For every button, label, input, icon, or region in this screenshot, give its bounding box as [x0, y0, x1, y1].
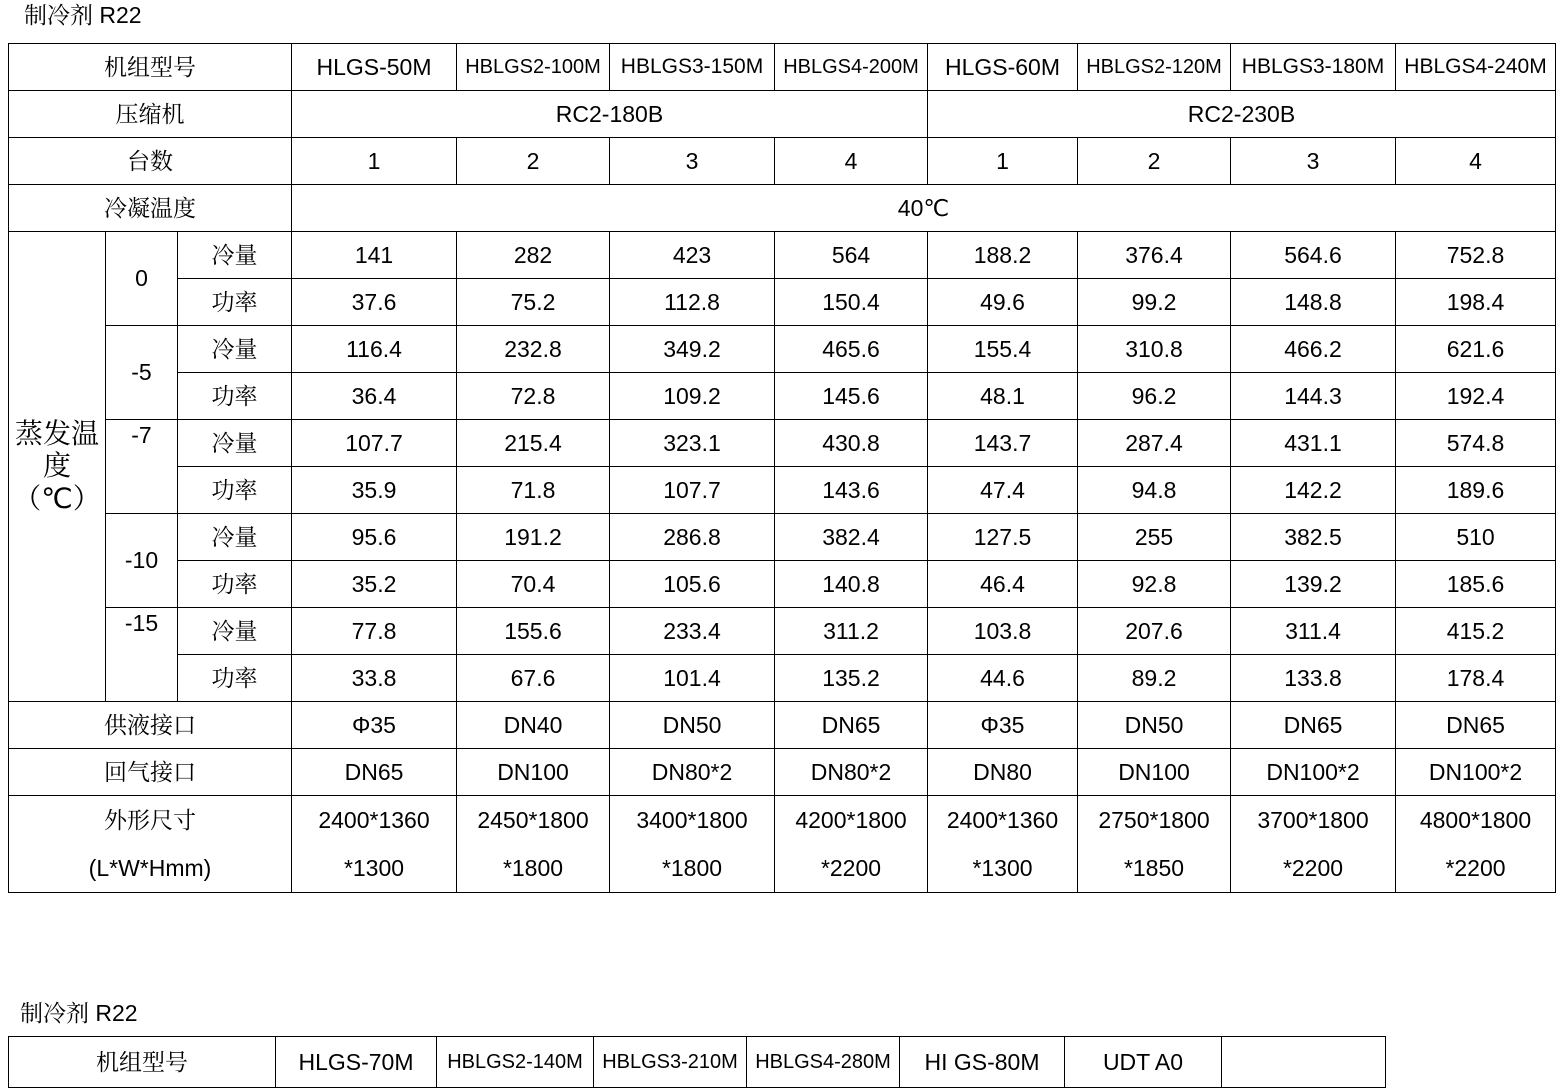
return-cell: DN80*2 [775, 749, 928, 796]
model-cell: UDT A0 [1065, 1037, 1222, 1088]
count-cell: 3 [1231, 138, 1396, 185]
power-cell: 148.8 [1231, 279, 1396, 326]
power-cell: 44.6 [928, 655, 1078, 702]
supply-cell: Φ35 [928, 702, 1078, 749]
cooling-cell: 564.6 [1231, 232, 1396, 279]
cooling-cell: 155.6 [457, 608, 610, 655]
dimension-row [9, 796, 1556, 893]
evap-power-row [9, 561, 1556, 608]
cooling-cell: 127.5 [928, 514, 1078, 561]
power-cell: 178.4 [1396, 655, 1556, 702]
supply-cell: DN65 [775, 702, 928, 749]
evap-label-line: 蒸发温 [14, 418, 99, 450]
supply-cell: DN65 [1231, 702, 1396, 749]
evap-power-row [9, 373, 1556, 420]
cooling-cell: 286.8 [610, 514, 775, 561]
cooling-cell: 431.1 [1231, 420, 1396, 467]
dimension-line: 3700*1800 [1257, 807, 1369, 833]
power-cell: 47.4 [928, 467, 1078, 514]
return-cell: DN100 [457, 749, 610, 796]
cooling-label: 冷量 [178, 608, 292, 655]
power-cell: 89.2 [1078, 655, 1231, 702]
cooling-cell: 376.4 [1078, 232, 1231, 279]
evap-cooling-row [9, 608, 1556, 655]
evap-power-row [9, 655, 1556, 702]
cooling-cell: 155.4 [928, 326, 1078, 373]
return-label: 回气接口 [9, 749, 292, 796]
model-cell: HBLGS4-200M [775, 44, 928, 91]
compressor-cell: RC2-180B [292, 91, 928, 138]
evaporating-temp-label [9, 232, 106, 702]
evap-cooling-row [9, 326, 1556, 373]
condensing-label: 冷凝温度 [9, 185, 292, 232]
dimension-label-line: (L*W*Hmm) [88, 855, 212, 881]
dimension-line: *2200 [1445, 855, 1506, 881]
power-cell: 75.2 [457, 279, 610, 326]
power-cell: 135.2 [775, 655, 928, 702]
count-cell: 4 [775, 138, 928, 185]
power-cell: 143.6 [775, 467, 928, 514]
condensing-row [9, 185, 1556, 232]
model-label: 机组型号 [9, 44, 292, 91]
power-cell: 37.6 [292, 279, 457, 326]
supply-label: 供液接口 [9, 702, 292, 749]
cooling-label: 冷量 [178, 232, 292, 279]
power-cell: 185.6 [1396, 561, 1556, 608]
power-cell: 133.8 [1231, 655, 1396, 702]
cooling-cell: 103.8 [928, 608, 1078, 655]
model-cell: HBLGS2-100M [457, 44, 610, 91]
return-cell: DN65 [292, 749, 457, 796]
count-row [9, 138, 1556, 185]
power-cell: 49.6 [928, 279, 1078, 326]
cooling-cell: 311.4 [1231, 608, 1396, 655]
cooling-cell: 311.2 [775, 608, 928, 655]
dimension-line: 4800*1800 [1419, 807, 1532, 833]
power-label: 功率 [178, 373, 292, 420]
supply-cell: Φ35 [292, 702, 457, 749]
cooling-cell: 232.8 [457, 326, 610, 373]
count-cell: 4 [1396, 138, 1556, 185]
evap-label-line: 度 [42, 450, 71, 482]
dimension-cell [1231, 796, 1396, 893]
dimension-label-line: 外形尺寸 [104, 807, 196, 833]
dimension-line: *1850 [1123, 855, 1185, 881]
return-cell: DN80 [928, 749, 1078, 796]
model-cell: HBLGS3-210M [594, 1037, 747, 1088]
cooling-cell: 191.2 [457, 514, 610, 561]
compressor-cell: RC2-230B [928, 91, 1556, 138]
evap-cooling-row [9, 420, 1556, 467]
power-cell: 35.2 [292, 561, 457, 608]
power-cell: 99.2 [1078, 279, 1231, 326]
return-cell: DN80*2 [610, 749, 775, 796]
power-cell: 144.3 [1231, 373, 1396, 420]
power-cell: 198.4 [1396, 279, 1556, 326]
supply-cell: DN65 [1396, 702, 1556, 749]
power-label: 功率 [178, 467, 292, 514]
evap-temp-cell: -10 [106, 514, 178, 608]
dimension-cell [775, 796, 928, 893]
power-cell: 109.2 [610, 373, 775, 420]
evap-temp-cell: -15 [106, 608, 178, 702]
model-cell: HLGS-50M [292, 44, 457, 91]
power-cell: 139.2 [1231, 561, 1396, 608]
power-cell: 142.2 [1231, 467, 1396, 514]
compressor-row [9, 91, 1556, 138]
cooling-label: 冷量 [178, 514, 292, 561]
power-cell: 72.8 [457, 373, 610, 420]
power-cell: 46.4 [928, 561, 1078, 608]
supply-row [9, 702, 1556, 749]
cooling-cell: 423 [610, 232, 775, 279]
dimension-line: 4200*1800 [795, 807, 907, 833]
supply-cell: DN40 [457, 702, 610, 749]
model-cell: HLGS-70M [276, 1037, 437, 1088]
cooling-cell: 574.8 [1396, 420, 1556, 467]
cooling-cell: 116.4 [292, 326, 457, 373]
count-cell: 2 [1078, 138, 1231, 185]
cooling-cell: 752.8 [1396, 232, 1556, 279]
dimension-cell [1396, 796, 1556, 893]
evap-cooling-row [9, 232, 1556, 279]
cooling-cell: 382.4 [775, 514, 928, 561]
power-cell: 107.7 [610, 467, 775, 514]
model-cell: HBLGS2-140M [437, 1037, 594, 1088]
model-cell: HBLGS3-180M [1231, 44, 1396, 91]
model-cell: HI GS-80M [900, 1037, 1065, 1088]
spec-table [8, 43, 1556, 893]
dimension-line: *1300 [972, 855, 1033, 881]
dimension-line: 2450*1800 [477, 807, 589, 833]
dimension-line: *1800 [661, 855, 723, 881]
return-cell: DN100*2 [1231, 749, 1396, 796]
cooling-cell: 233.4 [610, 608, 775, 655]
cooling-cell: 255 [1078, 514, 1231, 561]
cooling-cell: 77.8 [292, 608, 457, 655]
dimension-cell [292, 796, 457, 893]
evap-cooling-row [9, 514, 1556, 561]
model-row [9, 1037, 1386, 1088]
cooling-cell: 382.5 [1231, 514, 1396, 561]
power-cell: 101.4 [610, 655, 775, 702]
count-cell: 2 [457, 138, 610, 185]
dimension-line: *1800 [502, 855, 564, 881]
dimension-cell [1078, 796, 1231, 893]
power-label: 功率 [178, 279, 292, 326]
supply-cell: DN50 [1078, 702, 1231, 749]
model-row [9, 44, 1556, 91]
model-cell [1222, 1037, 1386, 1088]
power-cell: 67.6 [457, 655, 610, 702]
dimension-line: 2400*1360 [946, 807, 1059, 833]
cooling-cell: 282 [457, 232, 610, 279]
power-cell: 105.6 [610, 561, 775, 608]
cooling-cell: 621.6 [1396, 326, 1556, 373]
cooling-cell: 510 [1396, 514, 1556, 561]
power-cell: 70.4 [457, 561, 610, 608]
evap-temp-cell: -7 [106, 420, 178, 514]
power-cell: 35.9 [292, 467, 457, 514]
model-cell: HBLGS4-240M [1396, 44, 1556, 91]
power-cell: 192.4 [1396, 373, 1556, 420]
dimension-line: *1300 [343, 855, 405, 881]
dimension-cell [457, 796, 610, 893]
model-cell: HBLGS2-120M [1078, 44, 1231, 91]
evap-temp-cell: -5 [106, 326, 178, 420]
dimension-label [9, 796, 292, 893]
power-cell: 71.8 [457, 467, 610, 514]
cooling-cell: 143.7 [928, 420, 1078, 467]
dimension-line: 3400*1800 [636, 807, 748, 833]
evap-temp-cell: 0 [106, 232, 178, 326]
evap-power-row [9, 467, 1556, 514]
refrigerant-caption: 制冷剂 R22 [20, 1000, 138, 1026]
supply-cell: DN50 [610, 702, 775, 749]
cooling-cell: 107.7 [292, 420, 457, 467]
cooling-cell: 465.6 [775, 326, 928, 373]
power-cell: 94.8 [1078, 467, 1231, 514]
power-label: 功率 [178, 655, 292, 702]
cooling-cell: 430.8 [775, 420, 928, 467]
cooling-cell: 323.1 [610, 420, 775, 467]
cooling-cell: 287.4 [1078, 420, 1231, 467]
model-cell: HLGS-60M [928, 44, 1078, 91]
dimension-line: *2200 [820, 855, 882, 881]
dimension-line: 2750*1800 [1098, 807, 1210, 833]
cooling-label: 冷量 [178, 420, 292, 467]
condensing-value: 40℃ [292, 185, 1556, 232]
return-row [9, 749, 1556, 796]
cooling-cell: 349.2 [610, 326, 775, 373]
dimension-line: *2200 [1282, 855, 1344, 881]
power-cell: 96.2 [1078, 373, 1231, 420]
count-cell: 3 [610, 138, 775, 185]
cooling-cell: 95.6 [292, 514, 457, 561]
cooling-cell: 215.4 [457, 420, 610, 467]
cooling-cell: 415.2 [1396, 608, 1556, 655]
power-cell: 48.1 [928, 373, 1078, 420]
power-cell: 36.4 [292, 373, 457, 420]
power-cell: 112.8 [610, 279, 775, 326]
refrigerant-caption: 制冷剂 R22 [24, 2, 142, 28]
model-label: 机组型号 [9, 1037, 276, 1088]
cooling-label: 冷量 [178, 326, 292, 373]
count-cell: 1 [928, 138, 1078, 185]
cooling-cell: 310.8 [1078, 326, 1231, 373]
dimension-cell [928, 796, 1078, 893]
power-cell: 140.8 [775, 561, 928, 608]
power-cell: 150.4 [775, 279, 928, 326]
cooling-cell: 564 [775, 232, 928, 279]
cooling-cell: 188.2 [928, 232, 1078, 279]
spec-table-second [8, 1036, 1386, 1088]
cooling-cell: 207.6 [1078, 608, 1231, 655]
power-cell: 33.8 [292, 655, 457, 702]
return-cell: DN100*2 [1396, 749, 1556, 796]
cooling-cell: 141 [292, 232, 457, 279]
count-cell: 1 [292, 138, 457, 185]
power-label: 功率 [178, 561, 292, 608]
model-cell: HBLGS4-280M [747, 1037, 900, 1088]
evap-power-row [9, 279, 1556, 326]
compressor-label: 压缩机 [9, 91, 292, 138]
dimension-cell [610, 796, 775, 893]
cooling-cell: 466.2 [1231, 326, 1396, 373]
count-label: 台数 [9, 138, 292, 185]
power-cell: 92.8 [1078, 561, 1231, 608]
power-cell: 145.6 [775, 373, 928, 420]
evap-label-line: （℃） [13, 482, 101, 514]
model-cell: HBLGS3-150M [610, 44, 775, 91]
return-cell: DN100 [1078, 749, 1231, 796]
dimension-line: 2400*1360 [318, 807, 430, 833]
power-cell: 189.6 [1396, 467, 1556, 514]
